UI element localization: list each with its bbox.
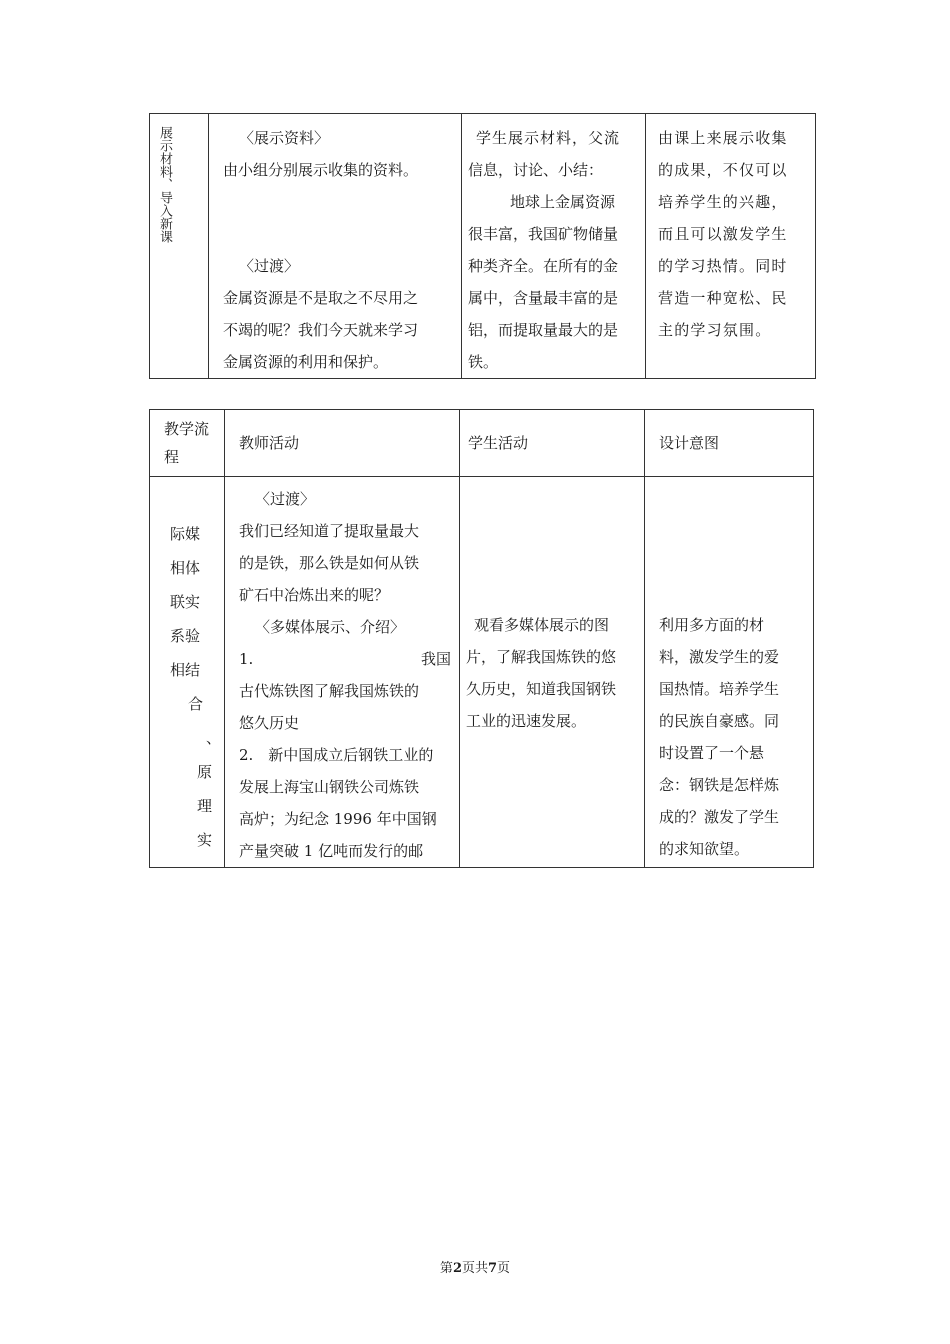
student-activity-cell: [462, 114, 646, 379]
text-line: 铁。: [468, 353, 499, 371]
text-line: 发展上海宝山钢铁公司炼铁: [239, 778, 420, 796]
text-line: 地球上金属资源: [510, 193, 616, 211]
header-student: [460, 410, 645, 477]
text-line: 矿石中冶炼出来的呢？: [239, 586, 390, 604]
text-line: 很丰富，我国矿物储量: [468, 225, 619, 243]
teacher-activity-cell: [209, 114, 462, 379]
text-line: 信息，讨论、小结：: [468, 161, 604, 179]
header-text: 程: [164, 448, 180, 466]
text-line: 而且可以激发学生: [658, 225, 788, 243]
text-line: 营造一种宽松、民: [658, 289, 788, 307]
text-line: 成的？激发了学生: [659, 808, 780, 826]
text-line: 久历史，知道我国钢铁: [466, 680, 617, 698]
text-line: 〈多媒体展示、介绍〉: [255, 618, 406, 636]
footer-text: 页: [497, 1261, 511, 1276]
list-number: 1.: [239, 650, 254, 668]
text-line: 2. 新中国成立后钢铁工业的: [239, 746, 434, 764]
header-process: [150, 410, 225, 477]
text-line: 铝，而提取量最大的是: [468, 321, 619, 339]
text-line: 金属资源的利用和保护。: [223, 353, 389, 371]
text-line: [239, 643, 451, 675]
teacher-activity-cell: [225, 477, 460, 868]
text-line: 料，激发学生的爱: [659, 648, 780, 666]
text-line: 悠久历史: [239, 714, 300, 732]
text-line: 古代炼铁图了解我国炼铁的: [239, 682, 420, 700]
text-line: 学生展示材料，父流: [476, 129, 621, 147]
header-design: [645, 410, 814, 477]
text-line: 国热情。培养学生: [659, 680, 780, 698]
text-line: [223, 218, 461, 250]
lesson-table-2: [149, 409, 814, 868]
text-line: 合: [188, 695, 204, 713]
header-text: 学生活动: [468, 434, 529, 452]
total-pages: 7: [488, 1261, 498, 1276]
text-line: 际媒: [170, 525, 201, 543]
page-footer: [0, 1257, 950, 1276]
text-line: 〈过渡〉: [239, 257, 300, 275]
text-line: 属中，含量最丰富的是: [468, 289, 619, 307]
table-row: [150, 114, 816, 379]
text-line: 由课上来展示收集: [658, 129, 788, 147]
text-line: 相体: [170, 559, 201, 577]
text-line: 不竭的呢？我们今天就来学习: [223, 321, 419, 339]
lesson-table-1: [149, 113, 816, 379]
text-line: 〈过渡〉: [255, 490, 316, 508]
text-line: 理: [197, 797, 213, 815]
text-line: 实: [197, 831, 213, 849]
text-line: 主的学习氛围。: [658, 321, 772, 339]
design-intent-cell: [646, 114, 816, 379]
text-line: 我们已经知道了提取量最大: [239, 522, 420, 540]
text-line: 念：钢铁是怎样炼: [659, 776, 780, 794]
footer-text: 页共: [461, 1261, 488, 1276]
text-line: 相结: [170, 661, 201, 679]
text-line: 培养学生的兴趣，: [658, 193, 788, 211]
footer-text: 第: [439, 1261, 453, 1276]
text-line: 联实: [170, 593, 201, 611]
text-line: 的求知欲望。: [659, 840, 750, 858]
text-line: 的学习热情。同时: [658, 257, 788, 275]
student-activity-cell: [460, 477, 645, 868]
text-line: 种类齐全。在所有的金: [468, 257, 619, 275]
text-line: 产量突破 1 亿吨而发行的邮: [239, 842, 424, 860]
text-line: 高炉；为纪念 1996 年中国钢: [239, 810, 437, 828]
stage-label: 展示材料、导入新课: [157, 126, 172, 243]
text-line: 由小组分别展示收集的资料。: [223, 161, 419, 179]
page-number: 2: [452, 1261, 462, 1276]
text-line: 的民族自豪感。同: [659, 712, 780, 730]
text-line: 利用多方面的材: [659, 616, 765, 634]
text-line: 的成果，不仅可以: [658, 161, 788, 179]
header-teacher: [225, 410, 460, 477]
text-line: 工业的迅速发展。: [466, 712, 587, 730]
table-row: [150, 477, 814, 868]
text-fragment: 我国: [420, 650, 451, 668]
text-line: 金属资源是不是取之不尽用之: [223, 289, 419, 307]
text-line: 系验: [170, 627, 201, 645]
text-line: 〈展示资料〉: [239, 129, 330, 147]
text-line: 时设置了一个悬: [659, 744, 765, 762]
text-line: 片，了解我国炼铁的悠: [466, 648, 617, 666]
text-line: [223, 186, 461, 218]
text-line: 原: [197, 763, 213, 781]
process-cell: [150, 477, 225, 868]
stage-cell: [150, 114, 209, 379]
header-text: 教学流: [164, 420, 210, 438]
text-line: 的是铁，那么铁是如何从铁: [239, 554, 420, 572]
design-intent-cell: [645, 477, 814, 868]
text-line: 观看多媒体展示的图: [474, 616, 610, 634]
header-text: 教师活动: [239, 434, 300, 452]
text-line: 、: [206, 729, 222, 747]
header-row: [150, 410, 814, 477]
header-text: 设计意图: [659, 434, 720, 452]
